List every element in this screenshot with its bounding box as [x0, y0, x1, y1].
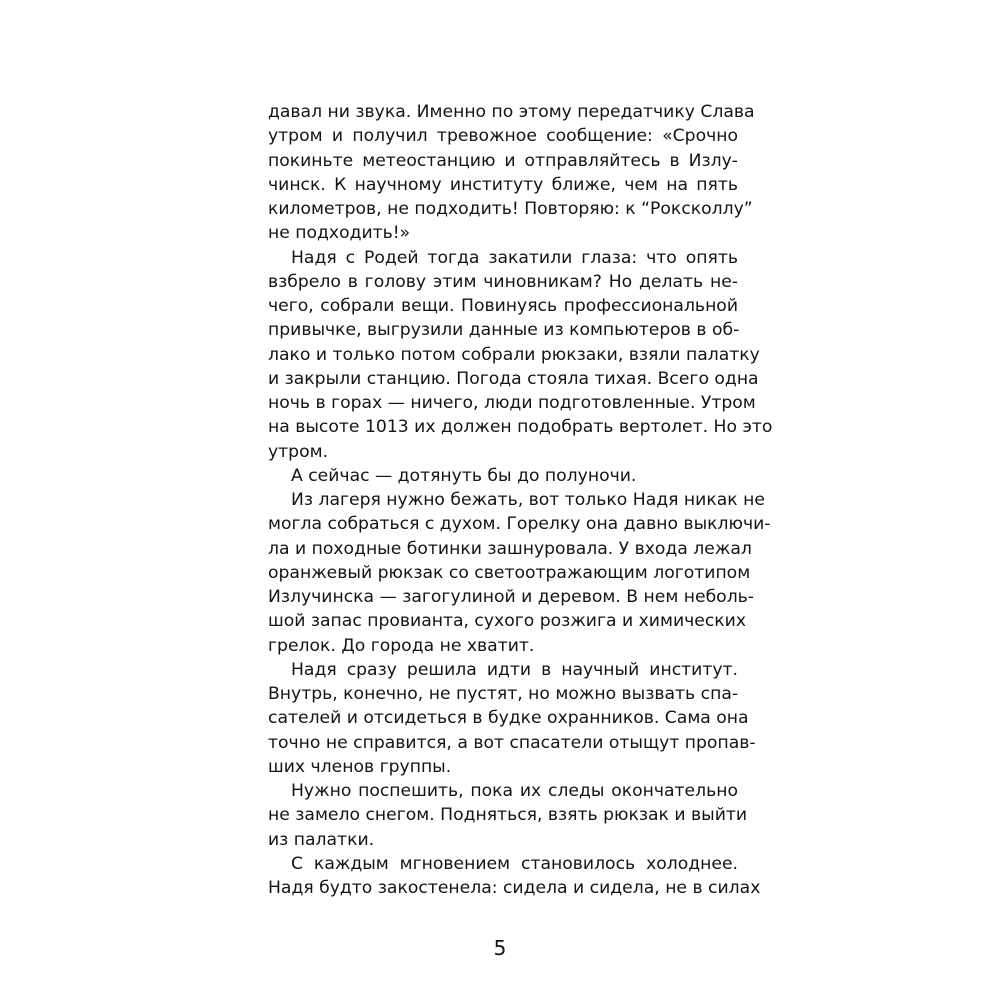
- text-line: Из лагеря нужно бежать, вот только Надя никак не: [291, 490, 765, 510]
- text-line: точно не справится, а вот спасатели отыщут пропав-: [268, 732, 756, 753]
- text-line: Надя будто закостенела: сидела и сидела, не в силах: [268, 878, 761, 898]
- text-line: сателей и отсидеться в будке охранников. Сама она: [268, 708, 749, 729]
- text-line: Надя сразу решила идти в научный институт.: [291, 659, 738, 680]
- text-line: покиньте метеостанцию и отправляйтесь в Излу-: [268, 150, 738, 171]
- text-line: Нужно поспешить, пока их следы окончательно: [291, 781, 738, 801]
- text-line: ших членов группы.: [268, 756, 452, 777]
- text-line: взбрело в голову этим чиновникам? Но делать не-: [268, 271, 738, 292]
- text-line: лако и только потом собрали рюкзаки, взяли палатку: [268, 344, 760, 365]
- text-line: утром.: [268, 441, 329, 462]
- text-line: А сейчас — дотянуть бы до полуночи.: [291, 465, 637, 486]
- text-line: на высоте 1013 их должен подобрать вертолет. Но это: [268, 417, 773, 438]
- text-line: шой запас провианта, сухого розжига и химических: [268, 611, 747, 632]
- text-line: утром и получил тревожное сообщение: «Срочно: [268, 126, 738, 147]
- text-line: и закрыли станцию. Погода стояла тихая. Всего одна: [268, 368, 759, 389]
- text-line: привычке, выгрузили данные из компьютеров в об-: [268, 320, 740, 341]
- text-line: С каждым мгновением становилось холоднее.: [291, 853, 738, 874]
- text-line: Внутрь, конечно, не пустят, но можно вызвать спа-: [268, 684, 739, 704]
- text-line: грелок. До города не хватит.: [268, 635, 535, 656]
- text-line: не замело снегом. Подняться, взять рюкзак и выйти: [268, 805, 748, 826]
- text-line: ла и походные ботинки зашнуровала. У входа лежал: [268, 538, 752, 559]
- text-line: оранжевый рюкзак со светоотражающим логотипом: [268, 562, 751, 583]
- text-line: километров, не подходить! Повторяю: к “Роксколлу”: [268, 199, 753, 219]
- text-line: чего, собрали вещи. Повинуясь профессиональной: [268, 296, 738, 316]
- text-line: ночь в горах — ничего, люди подготовленные. Утром: [268, 393, 756, 413]
- text-line: Надя с Родей тогда закатили глаза: что опять: [291, 247, 738, 268]
- text-line: Излучинска — загогулиной и деревом. В нем неболь-: [268, 587, 755, 607]
- body-text: [268, 100, 773, 900]
- text-line: чинск. К научному институту ближе, чем на пять: [268, 174, 738, 195]
- text-line: могла собраться с духом. Горелку она давно выключи-: [268, 514, 771, 535]
- page-number: 5: [493, 936, 507, 960]
- text-line: из палатки.: [268, 829, 375, 850]
- text-line: давал ни звука. Именно по этому передатчику Слава: [268, 102, 755, 122]
- text-line: не подходить!»: [268, 223, 411, 244]
